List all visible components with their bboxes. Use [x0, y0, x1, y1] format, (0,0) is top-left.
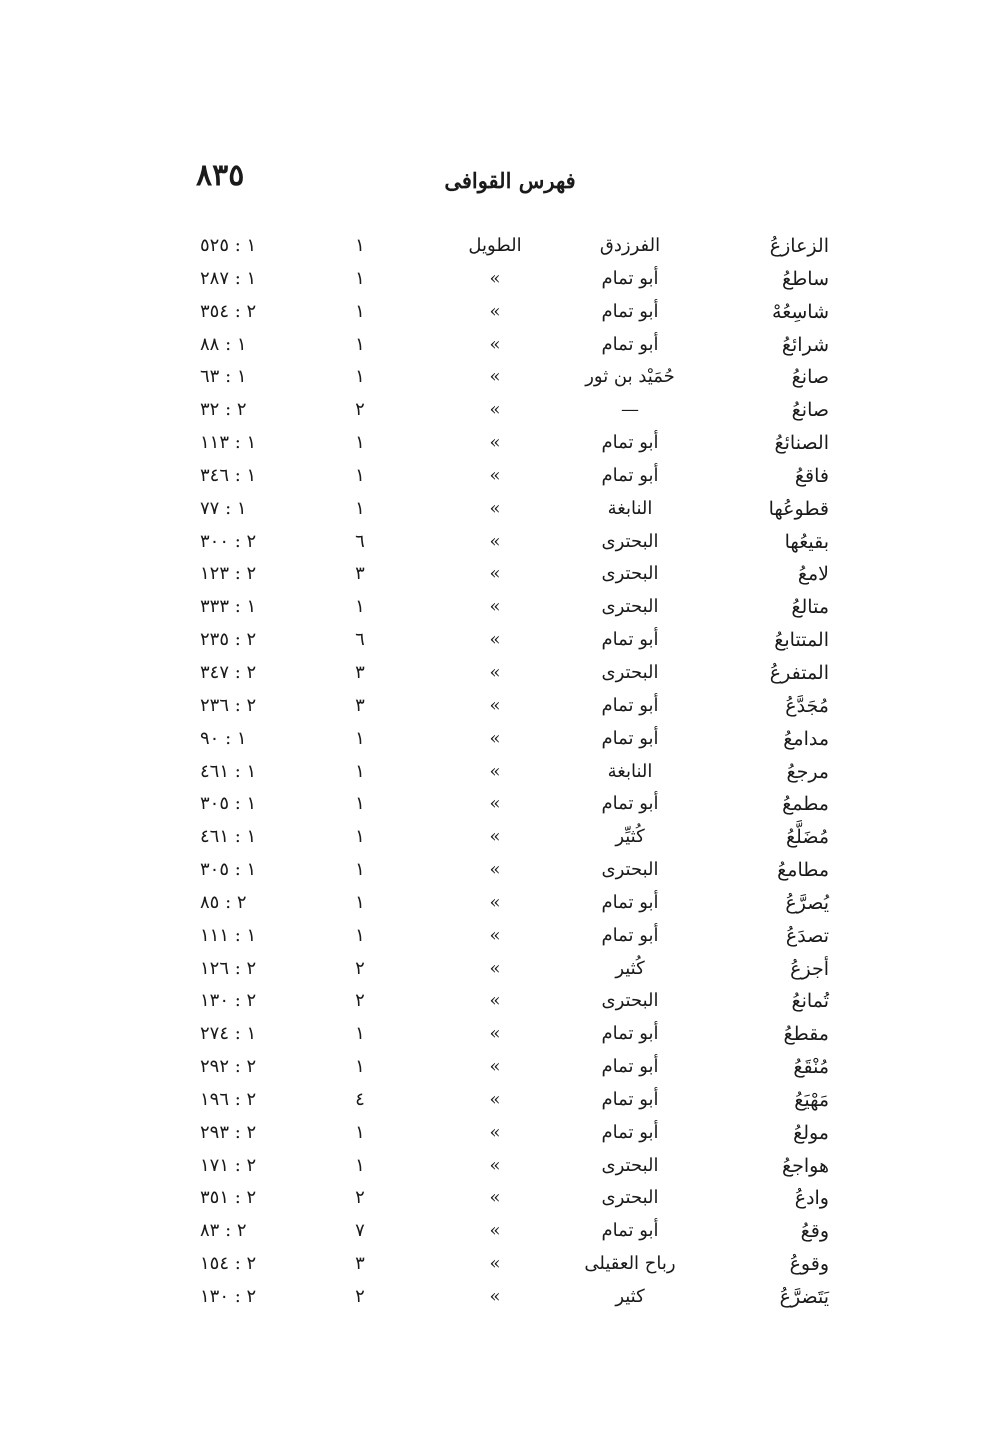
meter-name: » [489, 1253, 501, 1275]
table-row [0, 1248, 1005, 1281]
poet-name: أبو تمام [601, 1088, 659, 1110]
volume-page-ref: ١ : ٦٣ [200, 366, 247, 388]
verse-count: ١ [355, 1023, 365, 1045]
poet-name: أبو تمام [601, 333, 659, 355]
table-row [0, 887, 1005, 920]
table-row [0, 1117, 1005, 1150]
table-row [0, 263, 1005, 296]
poet-name: النابغة [607, 760, 653, 782]
poet-name: حُمَيْد بن ثور [585, 366, 675, 388]
poet-name: أبو تمام [601, 629, 659, 651]
volume-page-ref: ٢ : ١٥٤ [200, 1253, 257, 1275]
rhyme-word: قطوعُها [768, 497, 829, 520]
verse-count: ١ [355, 267, 365, 289]
table-row [0, 690, 1005, 723]
meter-name: » [489, 727, 501, 749]
table-row [0, 953, 1005, 986]
poet-name: أبو تمام [601, 1220, 659, 1242]
verse-count: ٢ [355, 1286, 365, 1307]
table-row [0, 296, 1005, 329]
poet-name: أبو تمام [601, 1056, 659, 1078]
verse-count: ١ [355, 432, 365, 454]
verse-count: ٢ [355, 957, 365, 979]
meter-name: » [489, 333, 501, 355]
meter-name: » [489, 957, 501, 979]
table-row [0, 230, 1005, 263]
rhyme-word: لامعُ [797, 563, 829, 586]
meter-name: » [489, 464, 501, 486]
poet-name: — [621, 399, 639, 421]
rhyme-word: مدامعُ [783, 727, 829, 750]
meter-name: » [489, 990, 501, 1012]
table-row [0, 526, 1005, 559]
rhyme-word: مطمعُ [782, 793, 829, 816]
meter-name: الطويل [468, 235, 522, 256]
meter-name: » [489, 760, 501, 782]
volume-page-ref: ١ : ٣٠٥ [200, 793, 257, 815]
table-row [0, 723, 1005, 756]
poet-name: البحترى [601, 1154, 659, 1176]
volume-page-ref: ٢ : ٣٠٠ [200, 530, 257, 552]
volume-page-ref: ١ : ٣٤٦ [200, 464, 257, 486]
volume-page-ref: ١ : ٨٨ [200, 333, 247, 355]
meter-name: » [489, 1187, 501, 1209]
meter-name: » [489, 267, 501, 289]
meter-name: » [489, 661, 501, 683]
volume-page-ref: ١ : ٣٣٣ [200, 596, 257, 618]
meter-name: » [489, 1286, 501, 1307]
table-row [0, 460, 1005, 493]
rhyme-word: تصدَعُ [785, 924, 829, 947]
table-row [0, 558, 1005, 591]
volume-page-ref: ١ : ٥٢٥ [200, 235, 257, 256]
rhyme-word: مرجعُ [786, 760, 829, 783]
verse-count: ١ [355, 333, 365, 355]
meter-name: » [489, 530, 501, 552]
poet-name: كثير [615, 1286, 645, 1307]
poet-name: أبو تمام [601, 464, 659, 486]
verse-count: ٤ [355, 1088, 365, 1110]
verse-count: ١ [355, 235, 365, 256]
table-row [0, 1150, 1005, 1183]
meter-name: » [489, 497, 501, 519]
table-row [0, 985, 1005, 1018]
verse-count: ١ [355, 760, 365, 782]
poet-name: أبو تمام [601, 793, 659, 815]
verse-count: ١ [355, 826, 365, 848]
volume-page-ref: ١ : ١١١ [200, 924, 257, 946]
poet-name: النابغة [607, 497, 653, 519]
poet-name: البحترى [601, 990, 659, 1012]
volume-page-ref: ١ : ٤٦١ [200, 826, 257, 848]
rhyme-word: وادعُ [794, 1187, 829, 1210]
meter-name: » [489, 1154, 501, 1176]
table-row [0, 624, 1005, 657]
table-row [0, 493, 1005, 526]
volume-page-ref: ١ : ٣٠٥ [200, 859, 257, 881]
volume-page-ref: ٢ : ١٧١ [200, 1154, 257, 1176]
verse-count: ١ [355, 793, 365, 815]
volume-page-ref: ٢ : ١٢٣ [200, 563, 257, 585]
poet-name: البحترى [601, 563, 659, 585]
poet-name: أبو تمام [601, 1121, 659, 1143]
volume-page-ref: ١ : ٢٨٧ [200, 267, 257, 289]
rhyme-word: وقوعُ [789, 1253, 829, 1276]
volume-page-ref: ٢ : ٣٢ [200, 399, 247, 421]
verse-count: ١ [355, 497, 365, 519]
verse-count: ٦ [355, 530, 365, 552]
table-row [0, 1281, 1005, 1314]
table-row [0, 591, 1005, 624]
rhyme-word: المتفرعُ [769, 661, 829, 684]
rhyme-word: يَتَضرَّعُ [779, 1286, 829, 1308]
table-row [0, 788, 1005, 821]
verse-count: ٣ [355, 563, 365, 585]
poet-name: البحترى [601, 1187, 659, 1209]
table-row [0, 756, 1005, 789]
table-row [0, 1215, 1005, 1248]
rhyme-word: مولعُ [793, 1121, 829, 1144]
verse-count: ١ [355, 1121, 365, 1143]
volume-page-ref: ٢ : ١٢٦ [200, 957, 257, 979]
rhyme-word: بقيعُها [784, 530, 829, 553]
table-row [0, 1084, 1005, 1117]
rhyme-word: صانعُ [791, 399, 829, 422]
poet-name: كُثير [615, 957, 645, 979]
meter-name: » [489, 1121, 501, 1143]
rhyme-word: الصنائعُ [774, 432, 829, 455]
poet-name: البحترى [601, 859, 659, 881]
meter-name: » [489, 563, 501, 585]
verse-count: ٣ [355, 1253, 365, 1275]
verse-count: ١ [355, 859, 365, 881]
table-row [0, 1182, 1005, 1215]
verse-count: ١ [355, 1056, 365, 1078]
volume-page-ref: ١ : ٩٠ [200, 727, 247, 749]
volume-page-ref: ١ : ١١٣ [200, 432, 257, 454]
rhyme-word: الزعازعُ [769, 235, 829, 257]
table-row [0, 1051, 1005, 1084]
poet-name: كُثيِّر [615, 826, 645, 848]
volume-page-ref: ٢ : ٢٩٢ [200, 1056, 257, 1078]
volume-page-ref: ١ : ٤٦١ [200, 760, 257, 782]
meter-name: » [489, 300, 501, 322]
rhyme-word: هواجعُ [782, 1154, 829, 1177]
poet-name: أبو تمام [601, 432, 659, 454]
verse-count: ٢ [355, 990, 365, 1012]
table-row [0, 427, 1005, 460]
poet-name: الفرزدق [599, 235, 661, 256]
table-row [0, 361, 1005, 394]
meter-name: » [489, 399, 501, 421]
rhyme-word: يُصرَّعُ [785, 891, 829, 914]
poet-name: البحترى [601, 530, 659, 552]
verse-count: ١ [355, 300, 365, 322]
meter-name: » [489, 432, 501, 454]
poet-name: أبو تمام [601, 891, 659, 913]
verse-count: ٢ [355, 399, 365, 421]
meter-name: » [489, 1023, 501, 1045]
verse-count: ١ [355, 924, 365, 946]
meter-name: » [489, 1220, 501, 1242]
page-number: ٨٣٥ [196, 158, 245, 193]
rhyme-word: متالعُ [791, 596, 829, 619]
verse-count: ١ [355, 464, 365, 486]
meter-name: » [489, 596, 501, 618]
table-row [0, 920, 1005, 953]
poet-name: أبو تمام [601, 1023, 659, 1045]
meter-name: » [489, 924, 501, 946]
verse-count: ٣ [355, 661, 365, 683]
rhyme-word: وقعُ [800, 1220, 829, 1243]
volume-page-ref: ٢ : ٢٩٣ [200, 1121, 257, 1143]
volume-page-ref: ٢ : ١٣٠ [200, 990, 257, 1012]
verse-count: ١ [355, 727, 365, 749]
rhyme-word: مقطعُ [783, 1023, 829, 1046]
table-row [0, 821, 1005, 854]
rhyme-word: مُجَدَّعُ [785, 694, 829, 717]
table-row [0, 657, 1005, 690]
rhyme-word: تُمانعُ [791, 990, 829, 1013]
rhyme-word: ساطعُ [782, 267, 829, 290]
rhyme-word: شاسِعُهْ [772, 300, 829, 323]
meter-name: » [489, 1088, 501, 1110]
page-title: فهرس القوافى [444, 168, 576, 193]
volume-page-ref: ٢ : ٣٤٧ [200, 661, 257, 683]
meter-name: » [489, 891, 501, 913]
rhyme-word: مطامعُ [777, 859, 829, 882]
volume-page-ref: ٢ : ٨٥ [200, 891, 247, 913]
poet-name: رباح العقيلى [584, 1253, 676, 1275]
poet-name: أبو تمام [601, 924, 659, 946]
volume-page-ref: ٢ : ٨٣ [200, 1220, 247, 1242]
rhyme-word: مُنْقَعُ [793, 1056, 829, 1079]
verse-count: ١ [355, 1154, 365, 1176]
poet-name: البحترى [601, 661, 659, 683]
table-row [0, 394, 1005, 427]
table-row [0, 329, 1005, 362]
volume-page-ref: ١ : ٧٧ [200, 497, 247, 519]
rhyme-word: فاقعُ [794, 464, 829, 487]
rhyme-word: صانعُ [791, 366, 829, 389]
verse-count: ٧ [355, 1220, 365, 1242]
verse-count: ١ [355, 596, 365, 618]
table-row [0, 1018, 1005, 1051]
table-row [0, 854, 1005, 887]
verse-count: ٣ [355, 694, 365, 716]
verse-count: ١ [355, 366, 365, 388]
rhyme-index-table [0, 230, 1005, 1314]
verse-count: ١ [355, 891, 365, 913]
meter-name: » [489, 694, 501, 716]
meter-name: » [489, 859, 501, 881]
verse-count: ٢ [355, 1187, 365, 1209]
volume-page-ref: ٢ : ٢٣٦ [200, 694, 257, 716]
rhyme-word: مُضَلَّعُ [785, 826, 829, 849]
meter-name: » [489, 826, 501, 848]
poet-name: أبو تمام [601, 300, 659, 322]
verse-count: ٦ [355, 629, 365, 651]
poet-name: أبو تمام [601, 727, 659, 749]
meter-name: » [489, 629, 501, 651]
volume-page-ref: ٢ : ٢٣٥ [200, 629, 257, 651]
rhyme-word: شرائعُ [781, 333, 829, 356]
poet-name: البحترى [601, 596, 659, 618]
rhyme-word: المتتابعُ [774, 629, 829, 652]
meter-name: » [489, 793, 501, 815]
rhyme-word: مَهْيَعُ [794, 1088, 829, 1111]
volume-page-ref: ٢ : ١٣٠ [200, 1286, 257, 1307]
rhyme-word: أجزعُ [790, 957, 829, 980]
poet-name: أبو تمام [601, 267, 659, 289]
volume-page-ref: ٢ : ٣٥٤ [200, 300, 257, 322]
volume-page-ref: ٢ : ٣٥١ [200, 1187, 257, 1209]
meter-name: » [489, 1056, 501, 1078]
meter-name: » [489, 366, 501, 388]
poet-name: أبو تمام [601, 694, 659, 716]
volume-page-ref: ٢ : ١٩٦ [200, 1088, 257, 1110]
volume-page-ref: ١ : ٢٧٤ [200, 1023, 257, 1045]
